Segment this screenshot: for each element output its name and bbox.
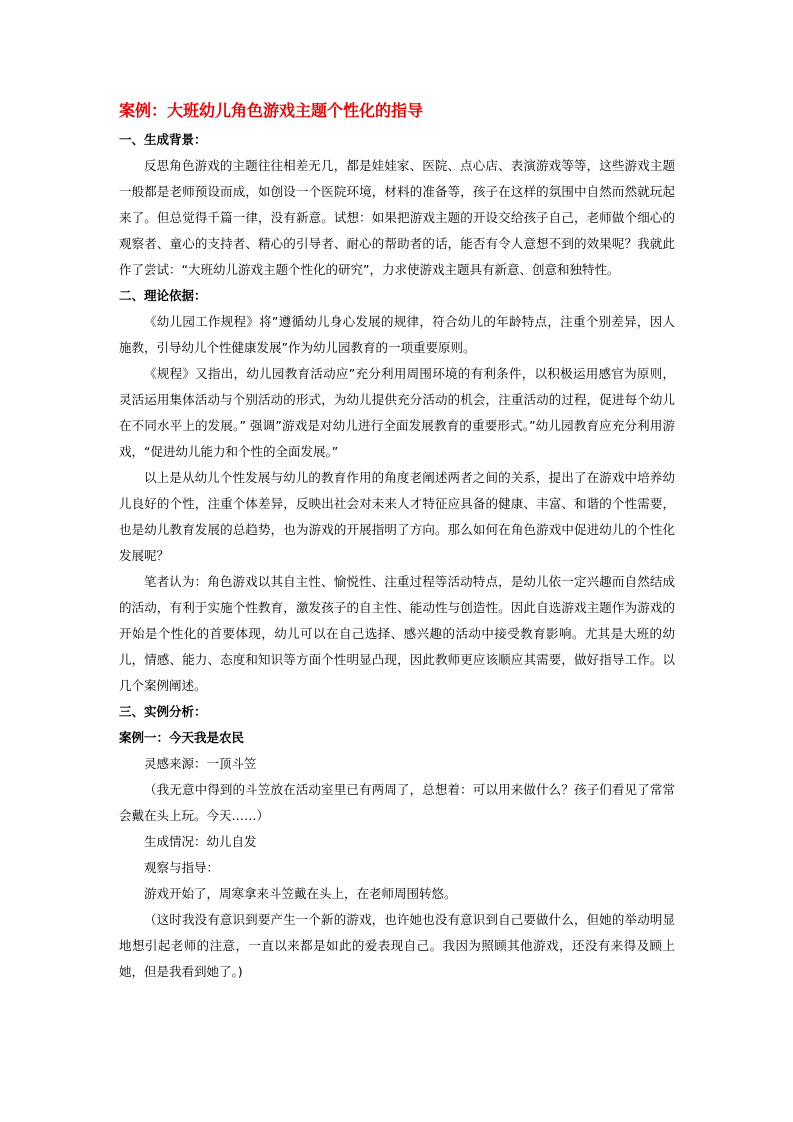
inspiration-line: 灵感来源：一顶斗笠	[144, 756, 257, 771]
section-heading-background: 一、生成背景：	[119, 132, 207, 147]
section-heading-analysis: 三、实例分析：	[119, 704, 207, 719]
note-paragraph-1: （我无意中得到的斗笠放在活动室里已有两周了，总想着：可以用来做什么？孩子们看见了常常会戴在头上玩。今天……）	[119, 782, 675, 823]
note-paragraph-2: （这时我没有意识到要产生一个新的游戏，也许她也没有意识到自己要做什么，但她的举动明显地想引起老师的注意，一直以来都是如此的爱表现自己。我因为照顾其他游戏，还没有来得及顾上她，但是我看到她了。)	[119, 912, 675, 979]
game-start-line: 游戏开始了，周寒拿来斗笠戴在头上，在老师周围转悠。	[144, 886, 457, 901]
paragraph-theory-4: 笔者认为：角色游戏以其自主性、愉悦性、注重过程等活动特点，是幼儿依一定兴趣而自然结成的活动，有利于实施个性教育，激发孩子的自主性、能动性与创造性。因此自选游戏主题作为游戏的开始是个性化的首要体现，幼儿可以在自己选择、感兴趣的活动中接受教育影响。尤其是大班的幼儿，情感、能力、态度和知识等方面个性明显凸现，因此教师更应该顺应其需要，做好指导工作。以几个案例阐述。	[119, 574, 675, 693]
paragraph-theory-2: 《规程》又指出，幼儿园教育活动应”充分利用周围环境的有利条件，以积极运用感官为原则，灵活运用集体活动与个别活动的形式，为幼儿提供充分活动的机会，注重活动的过程，促进每个幼儿在不同水平上的发展。” 强调”游戏是对幼儿进行全面发展教育的重要形式。”幼儿园教育应充分利用游戏，“促进幼儿能力和个性的全面发展。”	[119, 366, 675, 459]
generation-line: 生成情况：幼儿自发	[144, 834, 257, 849]
paragraph-background: 反思角色游戏的主题往往相差无几，都是娃娃家、医院、点心店、表演游戏等等，这些游戏主题一般都是老师预设而成，如创设一个医院环境，材料的准备等，孩子在这样的氛围中自然而然就玩起来了。但总觉得千篇一律，没有新意。试想：如果把游戏主题的开设交给孩子自己，老师做个细心的观察者、童心的支持者、精心的引导者、耐心的帮助者的话，能否有令人意想不到的效果呢？我就此作了尝试：“大班幼儿游戏主题个性化的研究”，力求使游戏主题具有新意、创意和独特性。	[119, 158, 675, 277]
document-title: 案例：大班幼儿角色游戏主题个性化的指导	[119, 101, 424, 120]
case-one-heading: 案例一：今天我是农民	[119, 730, 245, 745]
document-page	[119, 99, 675, 985]
paragraph-theory-1: 《幼儿园工作规程》将”遵循幼儿身心发展的规律，符合幼儿的年龄特点，注重个别差异，因人施教，引导幼儿个性健康发展”作为幼儿园教育的一项重要原则。	[119, 314, 675, 355]
paragraph-theory-3: 以上是从幼儿个性发展与幼儿的教育作用的角度老阐述两者之间的关系，提出了在游戏中培养幼儿良好的个性，注重个体差异，反映出社会对未来人才特征应具备的健康、丰富、和谐的个性需要，也是幼儿教育发展的总趋势，也为游戏的开展指明了方向。那么如何在角色游戏中促进幼儿的个性化发展呢？	[119, 470, 675, 563]
observation-line: 观察与指导：	[144, 860, 220, 875]
section-heading-theory: 二、理论依据：	[119, 288, 207, 303]
